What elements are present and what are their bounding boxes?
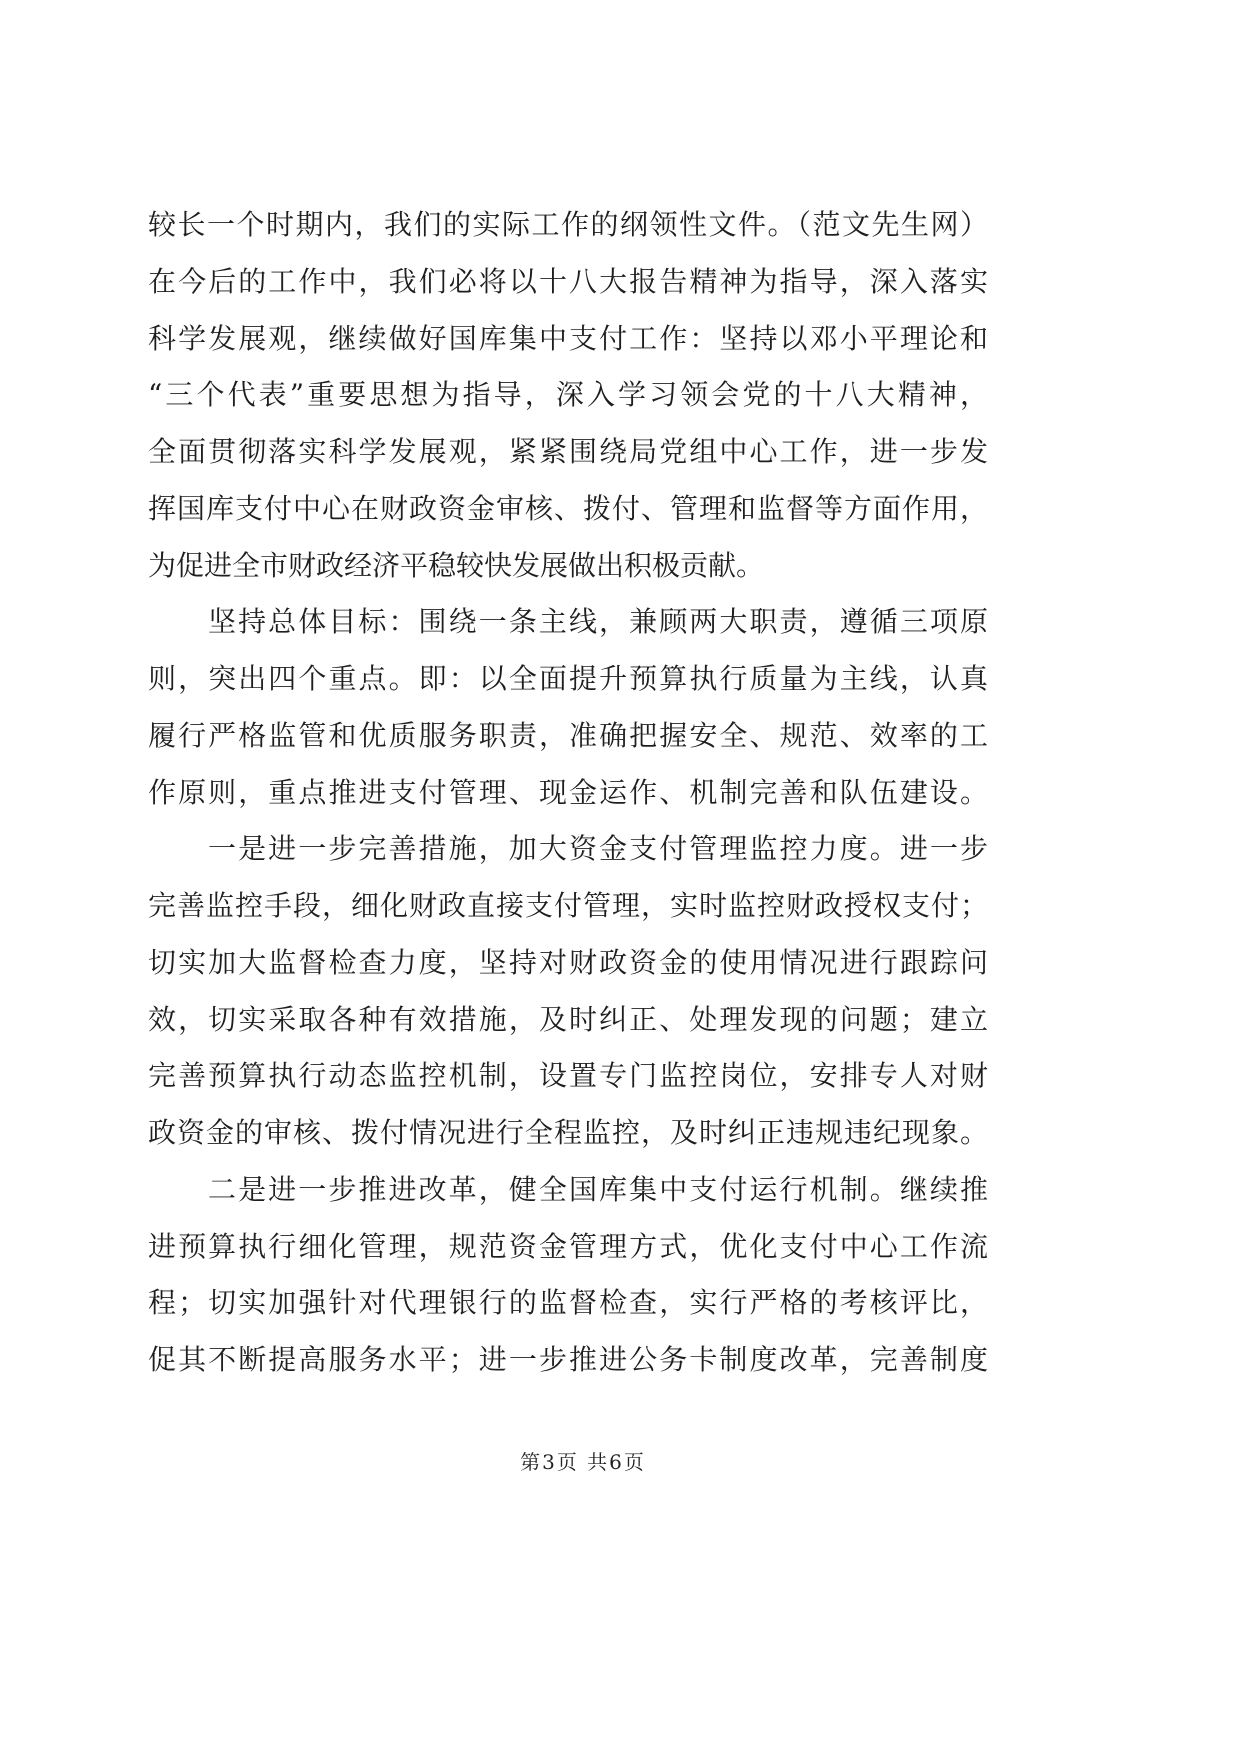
body-text-line: 则，突出四个重点。即：以全面提升预算执行质量为主线，认真 <box>148 662 988 695</box>
body-text-line: 二是进一步推进改革，健全国库集中支付运行机制。继续推 <box>208 1172 988 1206</box>
page-number-footer: 第3页 共6页 <box>520 1450 646 1474</box>
body-text-line: 程；切实加强针对代理银行的监督检查，实行严格的考核评比， <box>148 1286 988 1320</box>
body-text <box>148 197 988 1389</box>
body-text-line: 挥国库支付中心在财政资金审核、拨付、管理和监督等方面作用， <box>148 491 988 525</box>
body-text-line: 全面贯彻落实科学发展观，紧紧围绕局党组中心工作，进一步发 <box>148 435 988 468</box>
body-text-line: 为促进全市财政经济平稳较快发展做出积极贡献。 <box>148 548 765 582</box>
body-text-line: 作原则，重点推进支付管理、现金运作、机制完善和队伍建设。 <box>148 775 988 809</box>
body-text-line: 促其不断提高服务水平；进一步推进公务卡制度改革，完善制度 <box>148 1343 988 1376</box>
body-text-line: 较长一个时期内，我们的实际工作的纲领性文件。（范文先生网） <box>148 208 988 241</box>
paragraph-3 <box>148 821 988 1162</box>
body-text-line: “三个代表”重要思想为指导，深入学习领会党的十八大精神， <box>148 378 988 412</box>
body-text-line: 完善监控手段，细化财政直接支付管理，实时监控财政授权支付； <box>148 889 988 922</box>
body-text-line: 完善预算执行动态监控机制，设置专门监控岗位，安排专人对财 <box>148 1059 988 1093</box>
body-text-line: 履行严格监管和优质服务职责，准确把握安全、规范、效率的工 <box>148 718 988 752</box>
paragraph-2 <box>148 594 988 821</box>
body-text-line: 在今后的工作中，我们必将以十八大报告精神为指导，深入落实 <box>148 264 988 298</box>
paragraph-1 <box>148 197 988 594</box>
body-text-line: 切实加大监督检查力度，坚持对财政资金的使用情况进行跟踪问 <box>148 945 988 979</box>
body-text-line: 政资金的审核、拨付情况进行全程监控，及时纠正违规违纪现象。 <box>148 1116 988 1149</box>
body-text-line: 进预算执行细化管理，规范资金管理方式，优化支付中心工作流 <box>148 1229 988 1263</box>
paragraph-4 <box>148 1162 988 1389</box>
body-text-line: 坚持总体目标：围绕一条主线，兼顾两大职责，遵循三项原 <box>208 605 988 639</box>
body-text-line: 一是进一步完善措施，加大资金支付管理监控力度。进一步 <box>208 832 988 866</box>
body-text-line: 效，切实采取各种有效措施，及时纠正、处理发现的问题；建立 <box>148 1002 988 1036</box>
body-text-line: 科学发展观，继续做好国库集中支付工作：坚持以邓小平理论和 <box>148 321 988 355</box>
